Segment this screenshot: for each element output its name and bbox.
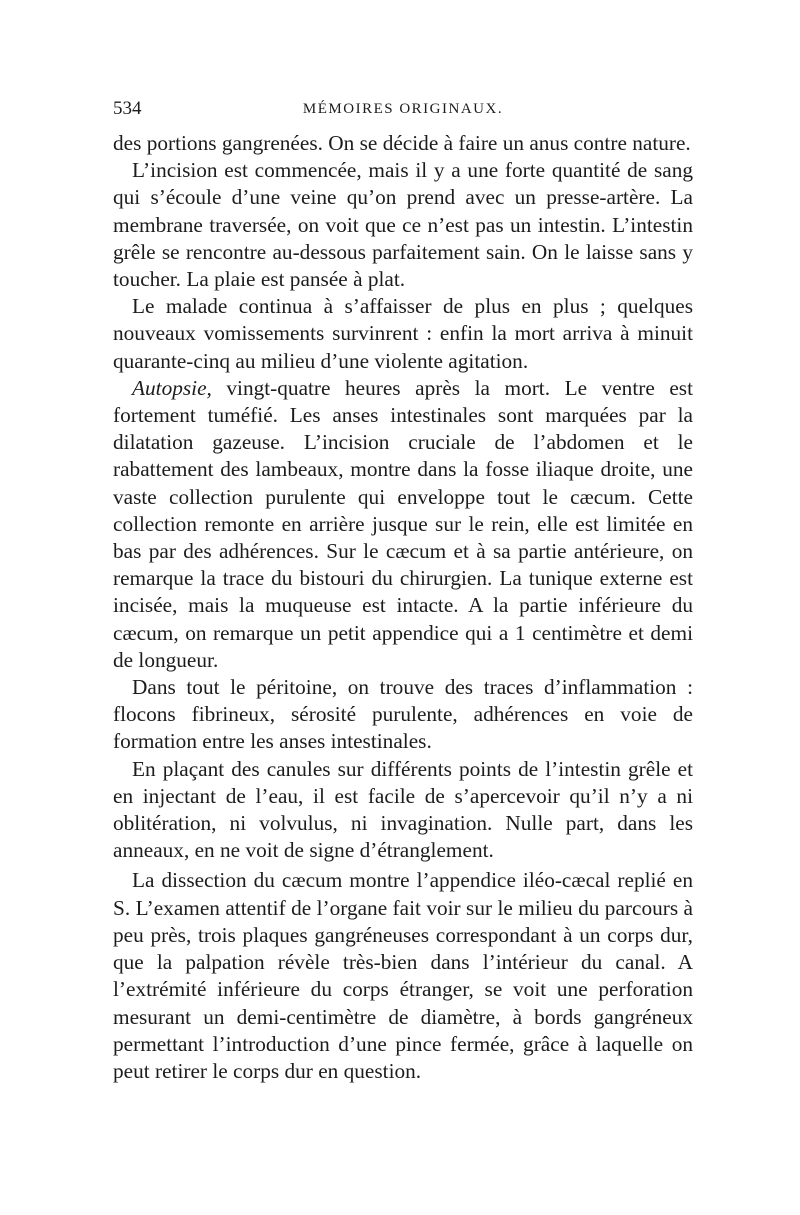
running-head (113, 98, 693, 128)
paragraph-peritoneum (113, 674, 693, 756)
autopsy-lead: Autopsie, (132, 375, 212, 400)
page-number: 534 (113, 98, 142, 119)
paragraph-text: En plaçant des canules sur différents points de l’intestin grêle et en injectant de l’eau, il est facile de s’apercevoir qu’il n’y a ni oblitération, ni volvulus, ni invagination. Nulle part, dans les anneaux, en ne voit de signe d’étranglement. (113, 756, 693, 863)
paragraph-text: vingt-quatre heures après la mort. Le ventre est fortement tuméfié. Les anses intestinales sont marquées par la dilatation gazeuse. L’incision cruciale de l’abdomen et le rabattement des lambeaux, montre dans la fosse iliaque droite, une vaste collection purulente qui enveloppe tout le cæcum. Cette collection remonte en arrière jusque sur le rein, elle est limitée en bas par des adhérences. Sur le cæcum et à sa partie antérieure, on remarque la trace du bistouri du chirurgien. La tunique externe est incisée, mais la muqueuse est intacte. A la partie inférieure du cæcum, on remarque un petit appendice qui a 1 centimètre et demi de longueur. (113, 375, 693, 672)
paragraph-autopsy (113, 375, 693, 674)
running-title: MÉMOIRES ORIGINAUX. (302, 101, 504, 117)
paragraph-incision (113, 157, 693, 293)
paragraph-text: L’incision est commencée, mais il y a une forte quantité de sang qui s’écoule d’une veine qu’on prend avec un presse-artère. La membrane traversée, on voit que ce n’est pas un intestin. L’intestin grêle se rencontre au-dessous parfaitement sain. On le laisse sans y toucher. La plaie est pansée à plat. (113, 158, 693, 292)
paragraph-text: Le malade continua à s’affaisser de plus en plus ; quelques nouveaux vomissements survinrent : enfin la mort arriva à minuit quarante-cinq au milieu d’une violente agitation. (113, 294, 693, 373)
paragraph-text: Dans tout le péritoine, on trouve des traces d’inflammation : flocons fibrineux, sérosité purulente, adhérences en voie de formation entre les anses intestinales. (113, 675, 693, 754)
paragraph-cannulas (113, 756, 693, 865)
paragraph-dissection (113, 867, 693, 1085)
book-page (113, 98, 693, 1085)
paragraph-continuation (113, 130, 693, 157)
paragraph-text: La dissection du cæcum montre l’appendice iléo-cæcal replié en S. L’examen attentif de l’organe fait voir sur le milieu du parcours à peu près, trois plaques gangréneuses correspondant à un corps dur, que la palpation révèle très-bien dans l’intérieur du canal. A l’extrémité inférieure du corps étranger, se voit une perforation mesurant un demi-centimètre de diamètre, à bords gangréneux permettant l’introduction d’une pince fermée, grâce à laquelle on peut retirer le corps dur en question. (113, 868, 693, 1083)
paragraph-death (113, 293, 693, 375)
paragraph-text: des portions gangrenées. On se décide à faire un anus contre nature. (113, 131, 691, 155)
body-text (113, 130, 693, 1085)
